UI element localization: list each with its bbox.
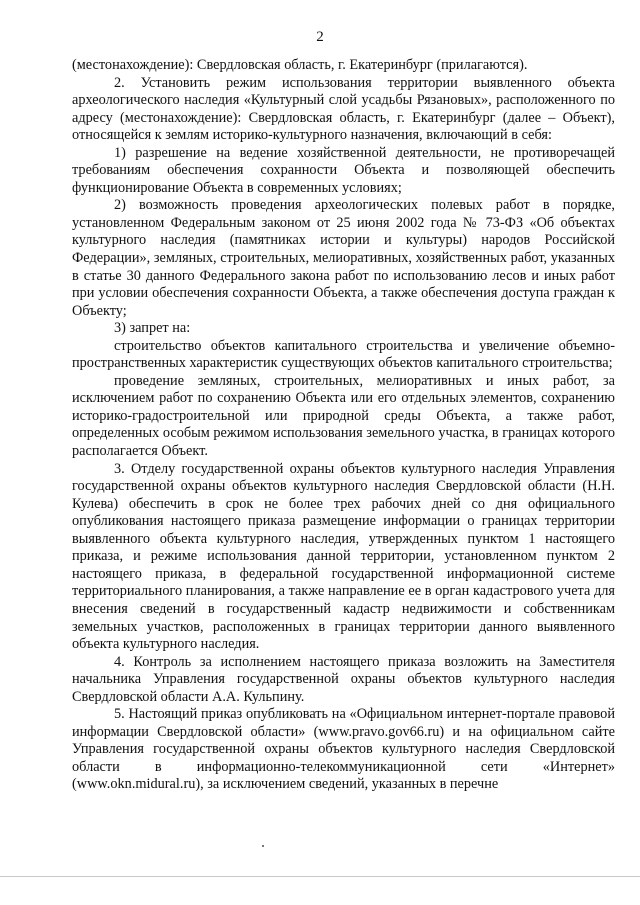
paragraph-subitem-1-permission: 1) разрешение на ведение хозяйственной деятельности, не противоречащей требованиям обеспечения сохранности Объекта и позволяющей обеспечить функционирование Объекта в современных условиях;	[72, 144, 615, 196]
document-body	[72, 57, 615, 794]
paragraph-prohibition-construction: строительство объектов капитального строительства и увеличение объемно-пространственных характеристик существующих объектов капитального строительства;	[72, 337, 615, 372]
paragraph-subitem-2-possibility: 2) возможность проведения археологических полевых работ в порядке, установленном Федеральным законом от 25 июня 2002 года № 73-ФЗ «Об объектах культурного наследия (памятниках истории и культуры) народов Российской Федерации», земляных, строительных, мелиоративных, хозяйственных работ, указанных в статье 30 данного Федерального закона работ по использованию лесов и иных работ при условии обеспечения сохранности Объекта, а также обеспечения доступа граждан к Объекту;	[72, 197, 615, 319]
paragraph-prohibition-works: проведение земляных, строительных, мелиоративных и иных работ, за исключением работ по сохранению Объекта или его отдельных элементов, сохранению историко-градостроительной или природной среды Объекта, а также работ, определенных особым режимом использования земельного участка, в границах которого располагается Объект.	[72, 372, 615, 460]
page-number: 2	[316, 29, 324, 45]
scan-edge-line	[0, 876, 640, 877]
paragraph-item-4-control: 4. Контроль за исполнением настоящего приказа возложить на Заместителя начальника Управления государственной охраны объектов культурного наследия Свердловской области А.А. Кульпину.	[72, 653, 615, 705]
paragraph-subitem-3-prohibition: 3) запрет на:	[114, 320, 191, 337]
paragraph-item-3-department: 3. Отделу государственной охраны объектов культурного наследия Управления государственной охраны объектов культурного наследия Свердловской области (Н.Н. Кулева) обеспечить в срок не более трех рабочих дней со дня официального опубликования настоящего приказа размещение информации о границах территории выявленного объекта культурного наследия, утвержденных пунктом 1 настоящего приказа, и режиме использования данной территории, установленном пунктом 2 настоящего приказа, в федеральной государственной информационной системе территориального планирования, а также направление ее в орган кадастрового учета для внесения сведений в государственный кадастр недвижимости и собственникам земельных участков, расположенных в границах территории данного выявленного объекта культурного наследия.	[72, 460, 615, 653]
scan-speck	[262, 845, 264, 847]
paragraph-item-2-regime: 2. Установить режим использования территории выявленного объекта археологического наследия «Культурный слой усадьбы Рязановых», расположенного по адресу (местонахождение): Свердловская область, г. Екатеринбург (далее – Объект), относящейся к землям историко-культурного назначения, включающий в себя:	[72, 74, 615, 144]
paragraph-location-continued: (местонахождение): Свердловская область, г. Екатеринбург (прилагаются).	[72, 57, 528, 73]
paragraph-item-5-publication: 5. Настоящий приказ опубликовать на «Официальном интернет-портале правовой информации Свердловской области» (www.pravo.gov66.ru) и на официальном сайте Управления государственной охраны объектов культурного наследия Свердловской области в информационно-телекоммуникационной сети «Интернет» (www.okn.midural.ru), за исключением сведений, указанных в перечне	[72, 706, 615, 793]
